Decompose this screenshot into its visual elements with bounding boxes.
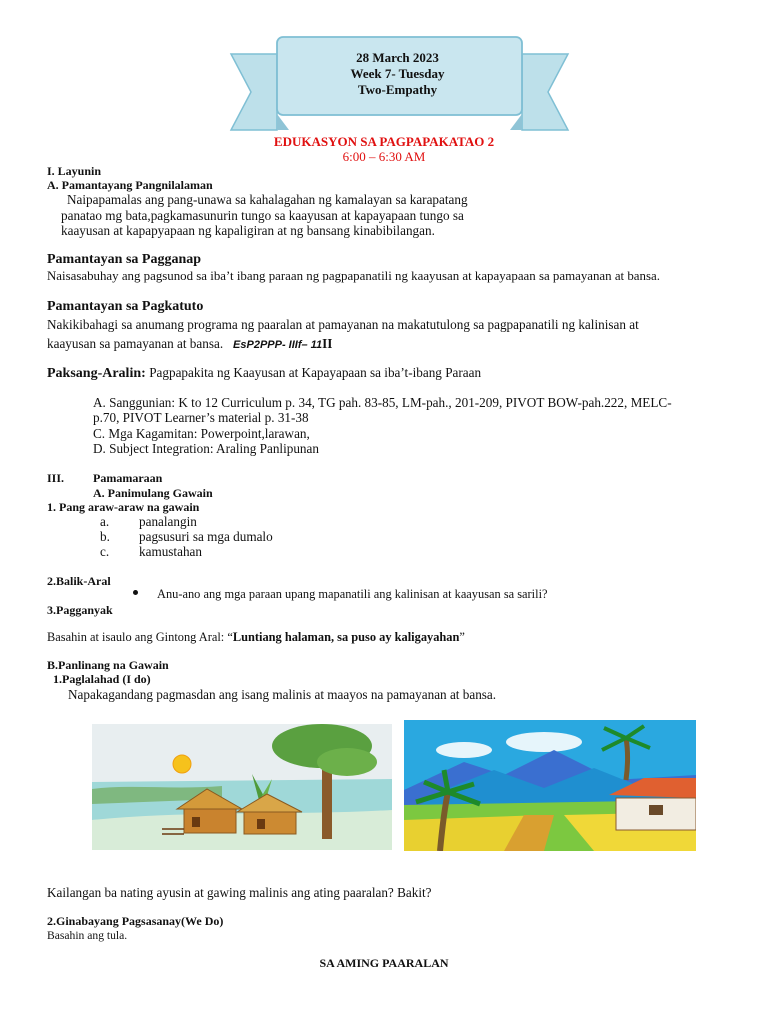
list-letter-b: b. [100,529,110,544]
layunin-line-2: panatao mg bata,pagkamasunurin tungo sa kaayusan at kapayapaan tungo sa [61,208,464,223]
melc-code-suffix: II [322,336,333,351]
paksa-label: Paksang-Aralin: [47,366,146,381]
panimulang-gawain-heading: A. Panimulang Gawain [93,486,213,500]
poem-title: SA AMING PAARALAN [319,956,449,970]
pagkatuto-line-2 [47,335,332,354]
banner-text [280,50,515,98]
balik-aral-question: Anu-ano ang mga paraan upang mapanatili ang kalinisan at kaayusan sa sarili? [157,587,548,601]
pagganyak-heading: 3.Pagganyak [47,603,113,617]
bullet-icon [133,590,138,595]
layunin-heading: I. Layunin [47,164,102,178]
basahin-tula: Basahin ang tula. [47,929,128,942]
pangnilalaman-heading: A. Pamantayang Pangnilalaman [47,178,213,192]
paglalahad-heading: 1.Paglalahad (I do) [53,672,151,686]
gintong-aral-suffix: ” [459,630,465,644]
pagkatuto-line-2-text: kaayusan sa pamayanan at bansa. [47,336,224,351]
pagkatuto-line-1: Nakikibahagi sa anumang programa ng paaralan at pamayanan na makatutulong sa pagpapanatili ng kalinisan at [47,317,639,332]
pagganap-heading: Pamantayan sa Pagganap [47,252,202,267]
layunin-line-1: Naipapamalas ang pang-unawa sa kahalagahan ng kamalayan sa karapatang [67,192,468,207]
panlinang-heading: B.Panlinang na Gawain [47,658,169,672]
layunin-line-3: kaayusan at kapapyapaan ng kapaligiran at ng bansang kinabibilangan. [61,223,435,238]
village-landscape-image [92,724,392,850]
subject-integration-line: D. Subject Integration: Araling Panlipunan [93,441,319,456]
balik-aral-heading: 2.Balik-Aral [47,574,111,588]
banner-theme: Two-Empathy [357,82,438,97]
list-item-a: panalangin [139,514,197,529]
paksa-text: Pagpapakita ng Kaayusan at Kapayapaan sa iba’t-ibang Paraan [149,365,482,380]
gintong-aral-text: Luntiang halaman, sa puso ay kaligayahan [232,630,460,644]
subject-title: EDUKASYON SA PAGPAPAKATAO 2 [273,134,495,149]
gintong-aral-line [47,630,465,645]
gintong-aral-prefix: Basahin at isaulo ang Gintong Aral: “ [47,630,233,644]
pamamaraan-numeral: III. [47,471,65,485]
paglalahad-text: Napakagandang pagmasdan ang isang malinis at maayos na pamayanan at bansa. [68,687,497,702]
banner-week: Week 7- Tuesday [350,66,445,81]
list-letter-a: a. [100,514,110,529]
sanggunian-line-1: A. Sanggunian: K to 12 Curriculum p. 34, TG pah. 83-85, LM-pah., 201-209, PIVOT BOW-pah.222, MELC- [93,395,672,410]
list-item-c: kamustahan [139,544,202,559]
pamamaraan-heading: Pamamaraan [93,471,163,485]
melc-code: EsP2PPP- IIIf– 11 [233,339,323,351]
paksa-line [47,364,481,382]
mountain-landscape-image [404,720,696,851]
pagganap-text: Naisasabuhay ang pagsunod sa iba’t ibang paraan ng pagpapanatili ng kaayusan at kapayapaan sa pamayanan at bansa. [47,269,660,283]
pagkatuto-heading: Pamantayan sa Pagkatuto [47,299,204,314]
question-text: Kailangan ba nating ayusin at gawing malinis ang ating paaralan? Bakit? [47,885,432,900]
list-letter-c: c. [100,544,110,559]
sanggunian-line-2: p.70, PIVOT Learner’s material p. 31-38 [93,410,309,425]
subject-time: 6:00 – 6:30 AM [342,149,426,164]
banner-date: 28 March 2023 [356,50,439,65]
list-item-b: pagsusuri sa mga dumalo [139,529,273,544]
ginabayang-heading: 2.Ginabayang Pagsasanay(We Do) [47,914,224,928]
pang-araw-araw-heading: 1. Pang araw-araw na gawain [47,500,200,514]
kagamitan-line: C. Mga Kagamitan: Powerpoint,larawan, [93,426,310,441]
